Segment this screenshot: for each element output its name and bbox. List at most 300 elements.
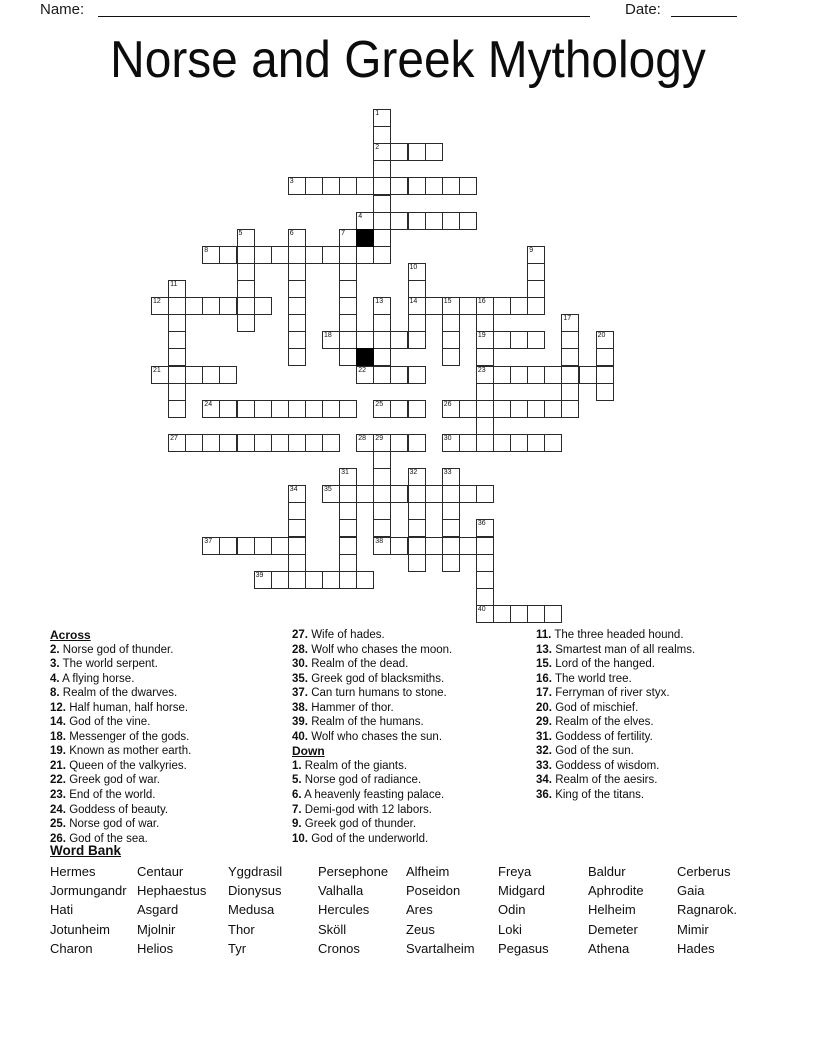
grid-cell[interactable] xyxy=(373,366,391,384)
grid-cell[interactable] xyxy=(288,537,306,555)
cell-number: 21 xyxy=(153,366,161,374)
grid-cell[interactable] xyxy=(493,366,511,384)
grid-cell[interactable] xyxy=(288,554,306,572)
grid-cell[interactable] xyxy=(185,366,203,384)
grid-cell[interactable] xyxy=(373,229,391,247)
grid-cell[interactable] xyxy=(185,297,203,315)
grid-cell[interactable] xyxy=(373,468,391,486)
clue-text: The world serpent. xyxy=(59,658,158,671)
grid-cell[interactable] xyxy=(425,212,443,230)
word-bank-word: Hades xyxy=(677,940,715,956)
grid-cell[interactable] xyxy=(442,297,460,315)
grid-cell[interactable] xyxy=(305,571,323,589)
grid-cell[interactable] xyxy=(561,331,579,349)
clue-number: 25. xyxy=(50,818,66,831)
clue-item xyxy=(536,715,786,730)
grid-cell[interactable] xyxy=(373,143,391,161)
clue-text: A heavenly feasting palace. xyxy=(301,789,445,802)
grid-cell[interactable] xyxy=(322,571,340,589)
grid-cell[interactable] xyxy=(168,383,186,401)
grid-cell[interactable] xyxy=(339,468,357,486)
clue-item xyxy=(536,744,786,759)
grid-cell[interactable] xyxy=(459,434,477,452)
grid-cell[interactable] xyxy=(288,246,306,264)
grid-cell[interactable] xyxy=(459,537,477,555)
grid-cell[interactable] xyxy=(219,400,237,418)
word-bank-word: Helheim xyxy=(588,902,636,918)
grid-cell[interactable] xyxy=(168,280,186,298)
grid-cell[interactable] xyxy=(271,246,289,264)
grid-cell[interactable] xyxy=(339,502,357,520)
grid-cell[interactable] xyxy=(237,280,255,298)
grid-cell[interactable] xyxy=(459,485,477,503)
grid-cell[interactable] xyxy=(373,537,391,555)
grid-cell[interactable] xyxy=(510,605,528,623)
clue-text: King of the titans. xyxy=(552,789,645,802)
grid-cell[interactable] xyxy=(168,297,186,315)
grid-cell[interactable] xyxy=(373,485,391,503)
grid-cell[interactable] xyxy=(288,348,306,366)
grid-cell[interactable] xyxy=(561,314,579,332)
grid-cell[interactable] xyxy=(202,400,220,418)
grid-cell[interactable] xyxy=(476,417,494,435)
grid-cell[interactable] xyxy=(373,212,391,230)
grid-cell[interactable] xyxy=(561,366,579,384)
grid-cell[interactable] xyxy=(288,280,306,298)
clue-text: Messenger of the gods. xyxy=(66,730,190,743)
grid-cell[interactable] xyxy=(339,485,357,503)
grid-cell[interactable] xyxy=(254,434,272,452)
clues-across-header: Across xyxy=(50,628,91,642)
grid-cell[interactable] xyxy=(561,400,579,418)
grid-cell[interactable] xyxy=(390,143,408,161)
grid-cell[interactable] xyxy=(356,177,374,195)
grid-cell[interactable] xyxy=(219,297,237,315)
grid-cell[interactable] xyxy=(442,434,460,452)
grid-cell[interactable] xyxy=(339,280,357,298)
grid-cell[interactable] xyxy=(356,571,374,589)
grid-cell[interactable] xyxy=(202,366,220,384)
grid-cell[interactable] xyxy=(305,400,323,418)
word-bank-word: Hermes xyxy=(50,864,96,879)
clue-text: Wife of hades. xyxy=(308,629,385,641)
grid-cell[interactable] xyxy=(390,485,408,503)
grid-cell[interactable] xyxy=(425,485,443,503)
grid-cell[interactable] xyxy=(202,434,220,452)
grid-cell[interactable] xyxy=(390,212,408,230)
clue-text: Hammer of thor. xyxy=(308,701,394,714)
clue-text: God of mischief. xyxy=(552,701,639,714)
grid-cell[interactable] xyxy=(596,331,614,349)
cell-number: 39 xyxy=(255,571,264,579)
grid-cell[interactable] xyxy=(390,177,408,195)
grid-cell[interactable] xyxy=(237,229,255,247)
grid-cell[interactable] xyxy=(459,297,477,315)
grid-cell[interactable] xyxy=(561,383,579,401)
grid-cell[interactable] xyxy=(476,348,494,366)
grid-cell[interactable] xyxy=(476,434,494,452)
word-bank-word: Gaia xyxy=(677,883,705,899)
grid-cell[interactable] xyxy=(288,229,306,247)
grid-cell[interactable] xyxy=(476,383,494,401)
grid-cell[interactable] xyxy=(408,263,426,281)
grid-cell[interactable] xyxy=(288,297,306,315)
cell-number: 30 xyxy=(443,434,452,442)
grid-cell[interactable] xyxy=(219,434,237,452)
cell-number: 38 xyxy=(375,537,384,545)
grid-cell[interactable] xyxy=(288,400,306,418)
grid-cell[interactable] xyxy=(339,348,357,366)
grid-cell[interactable] xyxy=(493,434,511,452)
grid-cell[interactable] xyxy=(339,554,357,572)
grid-cell[interactable] xyxy=(322,331,340,349)
word-bank-word: Freya xyxy=(498,864,532,879)
clue-item xyxy=(536,701,786,716)
cell-number: 23 xyxy=(477,366,486,374)
grid-cell[interactable] xyxy=(237,297,255,315)
grid-cell[interactable] xyxy=(219,246,237,264)
clues-down-header: Down xyxy=(292,744,325,759)
grid-cell[interactable] xyxy=(408,143,426,161)
grid-cell[interactable] xyxy=(288,177,306,195)
grid-cell[interactable] xyxy=(544,400,562,418)
grid-cell[interactable] xyxy=(510,434,528,452)
grid-cell[interactable] xyxy=(596,348,614,366)
clue-text: Lord of the hanged. xyxy=(552,658,655,671)
grid-cell[interactable] xyxy=(322,434,340,452)
grid-cell[interactable] xyxy=(339,331,357,349)
name-blank-line[interactable] xyxy=(98,0,590,17)
clue-number: 4. xyxy=(50,672,60,685)
grid-cell[interactable] xyxy=(476,485,494,503)
grid-cell[interactable] xyxy=(408,177,426,195)
grid-cell[interactable] xyxy=(527,263,545,281)
grid-cell[interactable] xyxy=(356,485,374,503)
grid-cell[interactable] xyxy=(373,177,391,195)
grid-cell[interactable] xyxy=(254,400,272,418)
grid-cell[interactable] xyxy=(390,366,408,384)
grid-cell[interactable] xyxy=(373,160,391,178)
cell-number: 13 xyxy=(375,298,384,306)
grid-cell[interactable] xyxy=(168,434,186,452)
clue-item xyxy=(536,686,786,701)
grid-cell[interactable] xyxy=(442,519,460,537)
grid-cell[interactable] xyxy=(425,177,443,195)
grid-cell[interactable] xyxy=(596,383,614,401)
grid-cell[interactable] xyxy=(237,434,255,452)
grid-cell[interactable] xyxy=(237,314,255,332)
grid-cell[interactable] xyxy=(151,297,169,315)
grid-cell[interactable] xyxy=(442,177,460,195)
grid-cell[interactable] xyxy=(527,331,545,349)
grid-cell[interactable] xyxy=(408,468,426,486)
word-bank-word: Mimir xyxy=(677,921,709,937)
grid-cell[interactable] xyxy=(339,177,357,195)
grid-cell[interactable] xyxy=(288,331,306,349)
grid-cell[interactable] xyxy=(168,366,186,384)
grid-cell[interactable] xyxy=(408,485,426,503)
grid-cell[interactable] xyxy=(527,280,545,298)
grid-cell[interactable] xyxy=(476,331,494,349)
cell-number: 9 xyxy=(529,246,534,254)
grid-cell[interactable] xyxy=(271,571,289,589)
grid-cell[interactable] xyxy=(442,314,460,332)
grid-cell[interactable] xyxy=(373,297,391,315)
clue-item xyxy=(536,643,786,658)
grid-cell[interactable] xyxy=(219,537,237,555)
grid-cell[interactable] xyxy=(373,502,391,520)
grid-cell[interactable] xyxy=(476,537,494,555)
grid-cell[interactable] xyxy=(390,331,408,349)
grid-cell[interactable] xyxy=(288,434,306,452)
grid-cell[interactable] xyxy=(476,571,494,589)
grid-cell[interactable] xyxy=(459,400,477,418)
grid-cell[interactable] xyxy=(237,246,255,264)
grid-cell[interactable] xyxy=(442,212,460,230)
grid-cell[interactable] xyxy=(339,400,357,418)
grid-cell[interactable] xyxy=(237,400,255,418)
grid-cell[interactable] xyxy=(356,366,374,384)
grid-cell[interactable] xyxy=(442,400,460,418)
grid-cell[interactable] xyxy=(442,468,460,486)
grid-cell[interactable] xyxy=(476,554,494,572)
grid-cell[interactable] xyxy=(425,537,443,555)
grid-cell[interactable] xyxy=(305,246,323,264)
grid-cell[interactable] xyxy=(373,109,391,127)
grid-cell[interactable] xyxy=(254,297,272,315)
clue-item xyxy=(292,759,532,774)
grid-cell[interactable] xyxy=(510,366,528,384)
grid-cell[interactable] xyxy=(544,366,562,384)
grid-cell[interactable] xyxy=(339,246,357,264)
grid-cell[interactable] xyxy=(527,246,545,264)
grid-cell[interactable] xyxy=(373,126,391,144)
cell-number: 36 xyxy=(477,520,486,528)
word-bank-word: Baldur xyxy=(588,864,626,879)
grid-cell[interactable] xyxy=(476,588,494,606)
clue-number: 30. xyxy=(292,658,308,671)
grid-cell[interactable] xyxy=(288,571,306,589)
grid-cell[interactable] xyxy=(373,348,391,366)
grid-cell[interactable] xyxy=(510,400,528,418)
grid-cell[interactable] xyxy=(339,229,357,247)
grid-cell[interactable] xyxy=(305,434,323,452)
grid-cell[interactable] xyxy=(288,263,306,281)
grid-cell[interactable] xyxy=(476,519,494,537)
grid-cell[interactable] xyxy=(202,246,220,264)
grid-cell[interactable] xyxy=(271,434,289,452)
grid-cell[interactable] xyxy=(373,331,391,349)
grid-cell[interactable] xyxy=(527,434,545,452)
black-cell xyxy=(356,229,374,247)
grid-cell[interactable] xyxy=(544,434,562,452)
grid-cell[interactable] xyxy=(288,314,306,332)
clue-number: 32. xyxy=(536,745,552,758)
word-bank-word: Asgard xyxy=(137,902,179,918)
grid-cell[interactable] xyxy=(254,246,272,264)
cell-number: 22 xyxy=(358,366,366,374)
grid-cell[interactable] xyxy=(271,537,289,555)
grid-cell[interactable] xyxy=(322,246,340,264)
clue-text: Norse god of thunder. xyxy=(59,643,174,656)
grid-cell[interactable] xyxy=(425,297,443,315)
grid-cell[interactable] xyxy=(408,314,426,332)
grid-cell[interactable] xyxy=(168,400,186,418)
grid-cell[interactable] xyxy=(476,605,494,623)
grid-cell[interactable] xyxy=(442,485,460,503)
grid-cell[interactable] xyxy=(408,400,426,418)
grid-cell[interactable] xyxy=(408,331,426,349)
grid-cell[interactable] xyxy=(168,314,186,332)
grid-cell[interactable] xyxy=(237,537,255,555)
word-bank-word: Aphrodite xyxy=(588,883,644,899)
grid-cell[interactable] xyxy=(185,434,203,452)
grid-cell[interactable] xyxy=(493,605,511,623)
grid-cell[interactable] xyxy=(356,246,374,264)
grid-cell[interactable] xyxy=(356,331,374,349)
clue-number: 21. xyxy=(50,759,66,772)
grid-cell[interactable] xyxy=(339,263,357,281)
grid-cell[interactable] xyxy=(237,263,255,281)
grid-cell[interactable] xyxy=(288,519,306,537)
grid-cell[interactable] xyxy=(322,177,340,195)
grid-cell[interactable] xyxy=(339,314,357,332)
grid-cell[interactable] xyxy=(390,434,408,452)
grid-cell[interactable] xyxy=(356,434,374,452)
clue-text: Norse god of radiance. xyxy=(301,774,422,787)
clue-item xyxy=(536,773,786,788)
grid-cell[interactable] xyxy=(442,331,460,349)
grid-cell[interactable] xyxy=(408,212,426,230)
grid-cell[interactable] xyxy=(408,297,426,315)
word-bank-word: Midgard xyxy=(498,883,545,899)
grid-cell[interactable] xyxy=(527,400,545,418)
grid-cell[interactable] xyxy=(408,366,426,384)
clue-item xyxy=(292,730,532,745)
grid-cell[interactable] xyxy=(254,571,272,589)
grid-cell[interactable] xyxy=(476,366,494,384)
clue-number: 14. xyxy=(50,716,66,729)
word-bank-word: Valhalla xyxy=(318,883,364,899)
grid-cell[interactable] xyxy=(373,434,391,452)
word-bank-word: Ares xyxy=(406,902,433,918)
clue-text: Goddess of fertility. xyxy=(552,730,653,743)
grid-cell[interactable] xyxy=(493,400,511,418)
clue-item xyxy=(536,672,786,687)
grid-cell[interactable] xyxy=(527,605,545,623)
word-bank-column xyxy=(50,862,137,958)
grid-cell[interactable] xyxy=(151,366,169,384)
grid-cell[interactable] xyxy=(373,314,391,332)
clue-number: 15. xyxy=(536,658,552,671)
word-bank-column xyxy=(588,862,677,958)
grid-cell[interactable] xyxy=(459,212,477,230)
grid-cell[interactable] xyxy=(544,605,562,623)
grid-cell[interactable] xyxy=(476,314,494,332)
grid-cell[interactable] xyxy=(373,519,391,537)
word-bank-word: Hercules xyxy=(318,902,370,918)
grid-cell[interactable] xyxy=(322,400,340,418)
grid-cell[interactable] xyxy=(288,485,306,503)
grid-cell[interactable] xyxy=(493,331,511,349)
clue-item xyxy=(50,788,288,803)
grid-cell[interactable] xyxy=(322,485,340,503)
clue-number: 5. xyxy=(292,774,302,787)
black-cell xyxy=(356,348,374,366)
grid-cell[interactable] xyxy=(408,537,426,555)
cell-number: 12 xyxy=(153,298,161,306)
grid-cell[interactable] xyxy=(305,177,323,195)
grid-cell[interactable] xyxy=(339,571,357,589)
grid-cell[interactable] xyxy=(442,348,460,366)
grid-cell[interactable] xyxy=(596,366,614,384)
clue-number: 20. xyxy=(536,701,552,714)
grid-cell[interactable] xyxy=(390,400,408,418)
grid-cell[interactable] xyxy=(527,366,545,384)
grid-cell[interactable] xyxy=(442,554,460,572)
grid-cell[interactable] xyxy=(168,331,186,349)
grid-cell[interactable] xyxy=(408,502,426,520)
grid-cell[interactable] xyxy=(459,177,477,195)
grid-cell[interactable] xyxy=(288,502,306,520)
grid-cell[interactable] xyxy=(408,554,426,572)
clue-item xyxy=(50,715,288,730)
cell-number: 6 xyxy=(289,229,294,237)
clue-number: 39. xyxy=(292,716,308,729)
grid-cell[interactable] xyxy=(271,400,289,418)
grid-cell[interactable] xyxy=(254,537,272,555)
grid-cell[interactable] xyxy=(561,348,579,366)
clue-text: Realm of the dead. xyxy=(308,658,409,671)
grid-cell[interactable] xyxy=(442,502,460,520)
grid-cell[interactable] xyxy=(373,451,391,469)
grid-cell[interactable] xyxy=(425,143,443,161)
word-bank-word: Yggdrasil xyxy=(228,864,283,879)
clue-item xyxy=(50,730,288,745)
grid-cell[interactable] xyxy=(527,297,545,315)
word-bank-list xyxy=(50,862,780,958)
grid-cell[interactable] xyxy=(339,297,357,315)
cell-number: 18 xyxy=(324,332,332,340)
grid-cell[interactable] xyxy=(202,537,220,555)
grid-cell[interactable] xyxy=(202,297,220,315)
grid-cell[interactable] xyxy=(168,348,186,366)
word-bank-word: Helios xyxy=(137,940,174,956)
grid-cell[interactable] xyxy=(373,246,391,264)
grid-cell[interactable] xyxy=(579,366,597,384)
grid-cell[interactable] xyxy=(493,297,511,315)
grid-cell[interactable] xyxy=(476,297,494,315)
grid-cell[interactable] xyxy=(408,519,426,537)
date-blank-line[interactable] xyxy=(671,0,737,17)
grid-cell[interactable] xyxy=(408,434,426,452)
grid-cell[interactable] xyxy=(219,366,237,384)
grid-cell[interactable] xyxy=(356,212,374,230)
clue-number: 36. xyxy=(536,789,552,802)
grid-cell[interactable] xyxy=(510,297,528,315)
grid-cell[interactable] xyxy=(476,400,494,418)
grid-cell[interactable] xyxy=(510,331,528,349)
grid-cell[interactable] xyxy=(408,280,426,298)
grid-cell[interactable] xyxy=(339,537,357,555)
grid-cell[interactable] xyxy=(442,537,460,555)
cell-number: 32 xyxy=(409,469,418,477)
grid-cell[interactable] xyxy=(373,400,391,418)
grid-cell[interactable] xyxy=(373,195,391,213)
grid-cell[interactable] xyxy=(339,519,357,537)
grid-cell[interactable] xyxy=(390,537,408,555)
word-bank-word: Zeus xyxy=(406,921,435,937)
